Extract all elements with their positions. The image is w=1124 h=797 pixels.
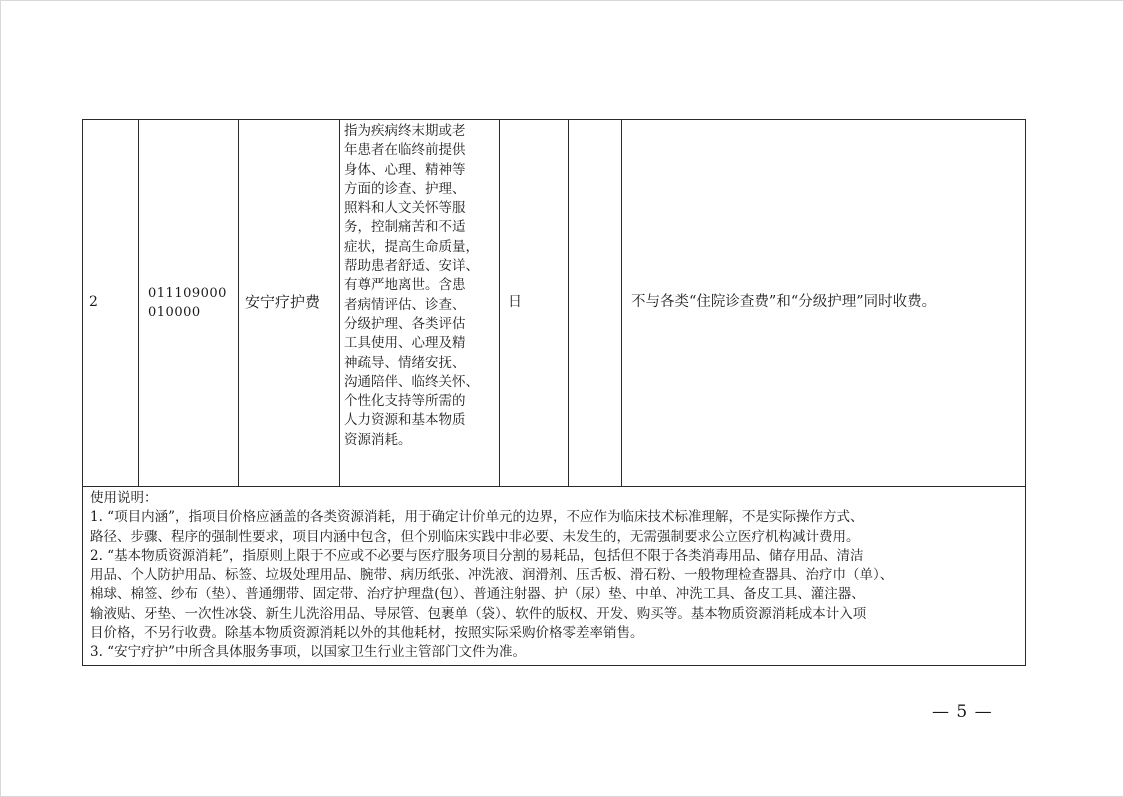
content-line: 身体、心理、精神等 xyxy=(344,161,466,178)
content-line: 帮助患者舒适、安详、 xyxy=(344,258,479,275)
usage-note-line: 2. “基本物质资源消耗”，指原则上限于不应或不必要与医疗服务项目分割的易耗品，包括但不限于各类消毒用品、储存用品、清洁 xyxy=(90,547,864,564)
content-line: 务，控制痛苦和不适 xyxy=(344,219,466,236)
content-line: 指为疾病终末期或老 xyxy=(344,123,466,139)
usage-note-line: 棉球、棉签、纱布（垫）、普通绷带、固定带、治疗护理盘(包）、普通注射器、护（尿）垫、中单、冲洗工具、备皮工具、灌注器、 xyxy=(90,586,865,603)
pricing-table xyxy=(82,119,1026,666)
content-line: 年患者在临终前提供 xyxy=(344,142,466,159)
usage-note-line: 用品、个人防护用品、标签、垃圾处理用品、腕带、病历纸张、冲洗液、润滑剂、压舌板、滑石粉、一般物理检查器具、治疗巾（单）、 xyxy=(90,567,894,584)
usage-note-line: 输液贴、牙垫、一次性冰袋、新生儿洗浴用品、导尿管、包裹单（袋）、软件的版权、开发、购买等。基本物质资源消耗成本计入项 xyxy=(90,605,867,622)
usage-note-line: 3. “安宁疗护”中所含具体服务事项，以国家卫生行业主管部门文件为准。 xyxy=(90,644,526,661)
content-line: 工具使用、心理及精 xyxy=(344,335,466,352)
exclusions-cell xyxy=(569,120,622,487)
content-line: 人力资源和基本物质 xyxy=(344,412,466,429)
usage-notes-cell xyxy=(83,487,1026,666)
usage-note-line: 路径、步骤、程序的强制性要求，项目内涵中包含，但个别临床实践中非必要、未发生的，无需强制要求公立医疗机构减计费用。 xyxy=(90,528,860,545)
usage-notes-row xyxy=(83,487,1026,666)
item-code-line: 010000 xyxy=(148,305,201,320)
item-name-cell: 安宁疗护费 xyxy=(239,120,340,487)
content-line: 沟通陪伴、临终关怀、 xyxy=(344,373,479,390)
table-row xyxy=(83,120,1026,487)
item-code-cell xyxy=(139,120,239,487)
usage-note-line: 1. “项目内涵”，指项目价格应涵盖的各类资源消耗，用于确定计价单元的边界，不应作为临床技术标准理解，不是实际操作方式、 xyxy=(90,509,864,526)
item-code-line: 011109000 xyxy=(148,285,227,301)
content-line: 个性化支持等所需的 xyxy=(344,393,466,410)
usage-notes-heading: 使用说明： xyxy=(90,490,158,506)
unit-cell: 日 xyxy=(500,120,569,487)
item-number-cell: 2 xyxy=(83,120,139,487)
item-content-cell xyxy=(340,120,500,487)
usage-note-line: 目价格，不另行收费。除基本物质资源消耗以外的其他耗材，按照实际采购价格零差率销售。 xyxy=(90,625,644,642)
content-line: 分级护理、各类评估 xyxy=(344,315,466,332)
content-line: 有尊严地离世。含患 xyxy=(344,277,466,294)
page-number: — 5 — xyxy=(932,702,993,722)
content-line: 资源消耗。 xyxy=(344,431,412,448)
remarks-cell: 不与各类“住院诊查费”和“分级护理”同时收费。 xyxy=(622,120,1026,487)
content-line: 症状，提高生命质量， xyxy=(344,238,479,255)
content-line: 者病情评估、诊查、 xyxy=(344,296,466,313)
content-line: 方面的诊查、护理、 xyxy=(344,180,466,197)
content-line: 神疏导、情绪安抚、 xyxy=(344,354,466,371)
content-line: 照料和人文关怀等服 xyxy=(344,200,466,217)
